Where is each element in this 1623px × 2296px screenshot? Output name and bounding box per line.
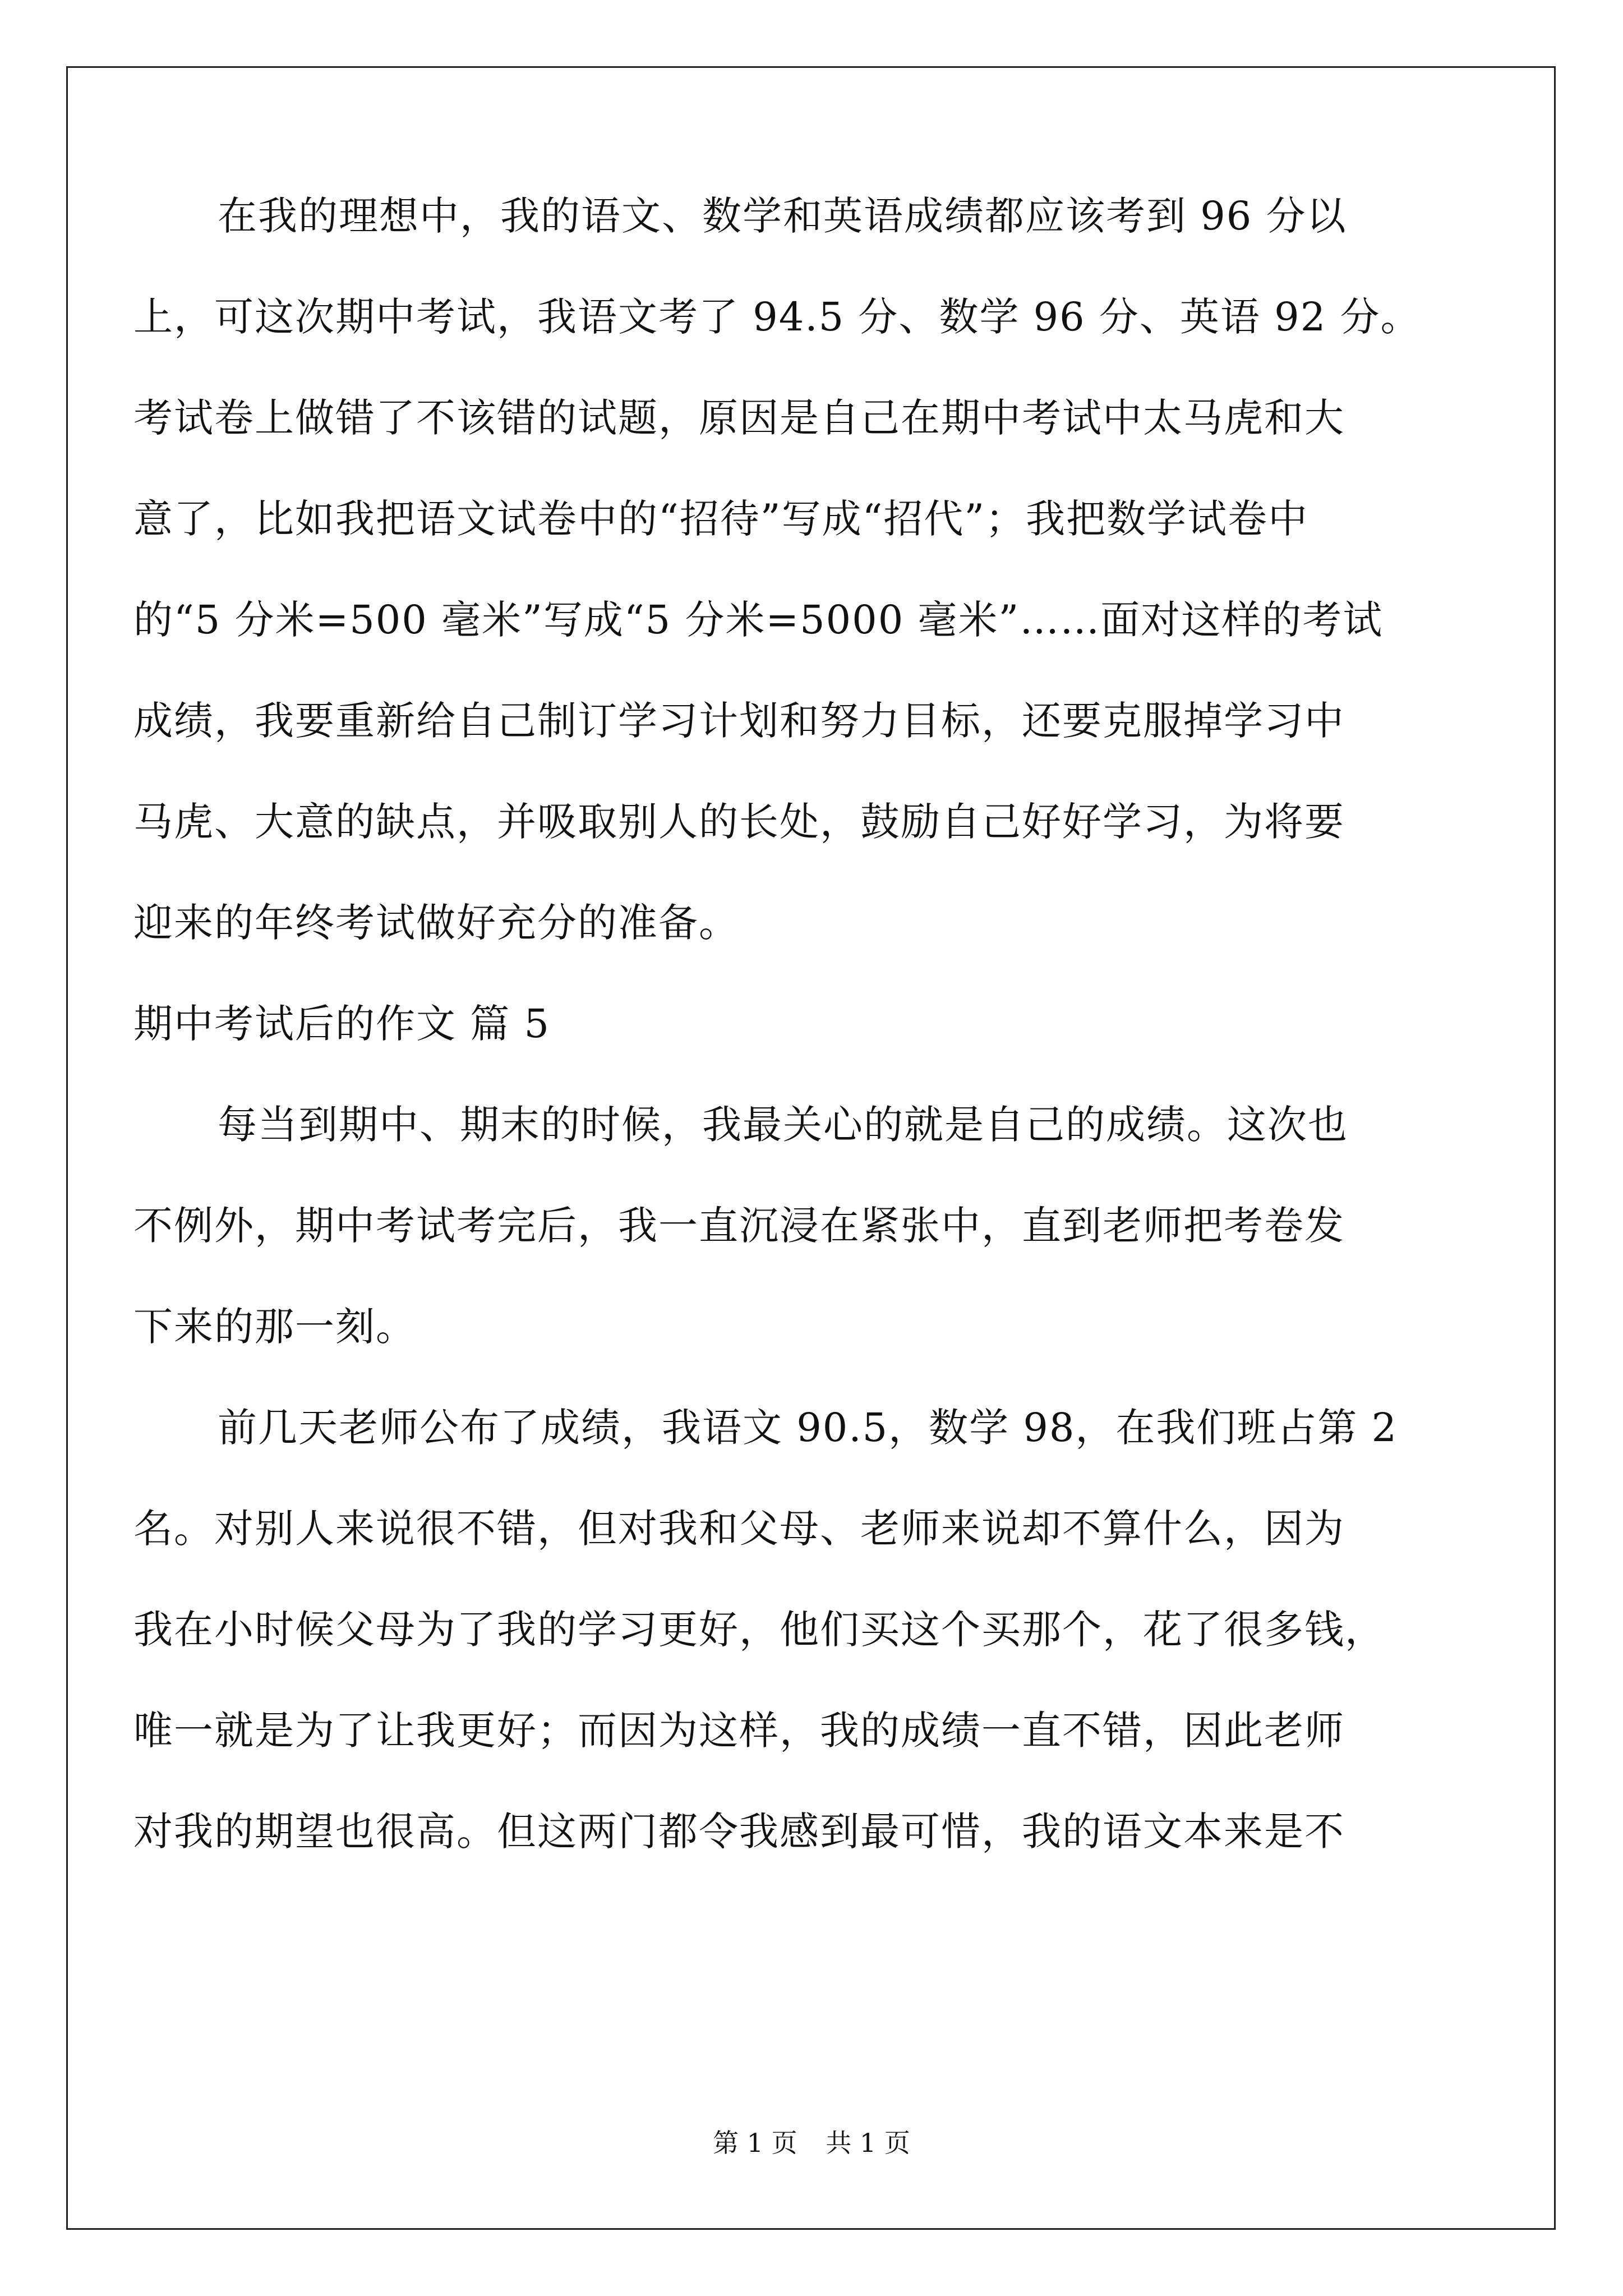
paragraph-line: 在我的理想中，我的语文、数学和英语成绩都应该考到 96 分以	[218, 193, 1347, 239]
paragraph-line: 每当到期中、期末的时候，我最关心的就是自己的成绩。这次也	[218, 1102, 1348, 1148]
page-footer	[0, 2126, 1623, 2160]
paragraph-line: 马虎、大意的缺点，并吸取别人的长处，鼓励自己好好学习，为将要	[133, 799, 1345, 845]
page-total: 共 1 页	[826, 2128, 910, 2158]
paragraph-line: 前几天老师公布了成绩，我语文 90.5，数学 98，在我们班占第 2	[218, 1405, 1398, 1451]
paragraph-line: 我在小时候父母为了我的学习更好，他们买这个买那个，花了很多钱，	[133, 1607, 1385, 1653]
paragraph-line: 唯一就是为了让我更好；而因为这样，我的成绩一直不错，因此老师	[133, 1708, 1345, 1754]
page-number: 第 1 页	[713, 2128, 797, 2158]
paragraph-line: 考试卷上做错了不该错的试题，原因是自己在期中考试中太马虎和大	[133, 395, 1345, 441]
paragraph-line: 不例外，期中考试考完后，我一直沉浸在紧张中，直到老师把考卷发	[133, 1203, 1345, 1249]
paragraph-line: 名。对别人来说很不错，但对我和父母、老师来说却不算什么，因为	[133, 1506, 1345, 1552]
section-heading: 期中考试后的作文 篇 5	[133, 1001, 551, 1047]
paragraph-line: 下来的那一刻。	[133, 1304, 416, 1350]
paragraph-line: 成绩，我要重新给自己制订学习计划和努力目标，还要克服掉学习中	[133, 698, 1345, 744]
paragraph-line: 迎来的年终考试做好充分的准备。	[133, 900, 739, 946]
paragraph-line: 的“5 分米=500 毫米”写成“5 分米=5000 毫米”……面对这样的考试	[133, 597, 1384, 643]
paragraph-line: 对我的期望也很高。但这两门都令我感到最可惜，我的语文本来是不	[133, 1809, 1345, 1855]
paragraph-line: 上，可这次期中考试，我语文考了 94.5 分、数学 96 分、英语 92 分。	[133, 294, 1421, 340]
paragraph-line: 意了，比如我把语文试卷中的“招待”写成“招代”；我把数学试卷中	[133, 496, 1309, 542]
